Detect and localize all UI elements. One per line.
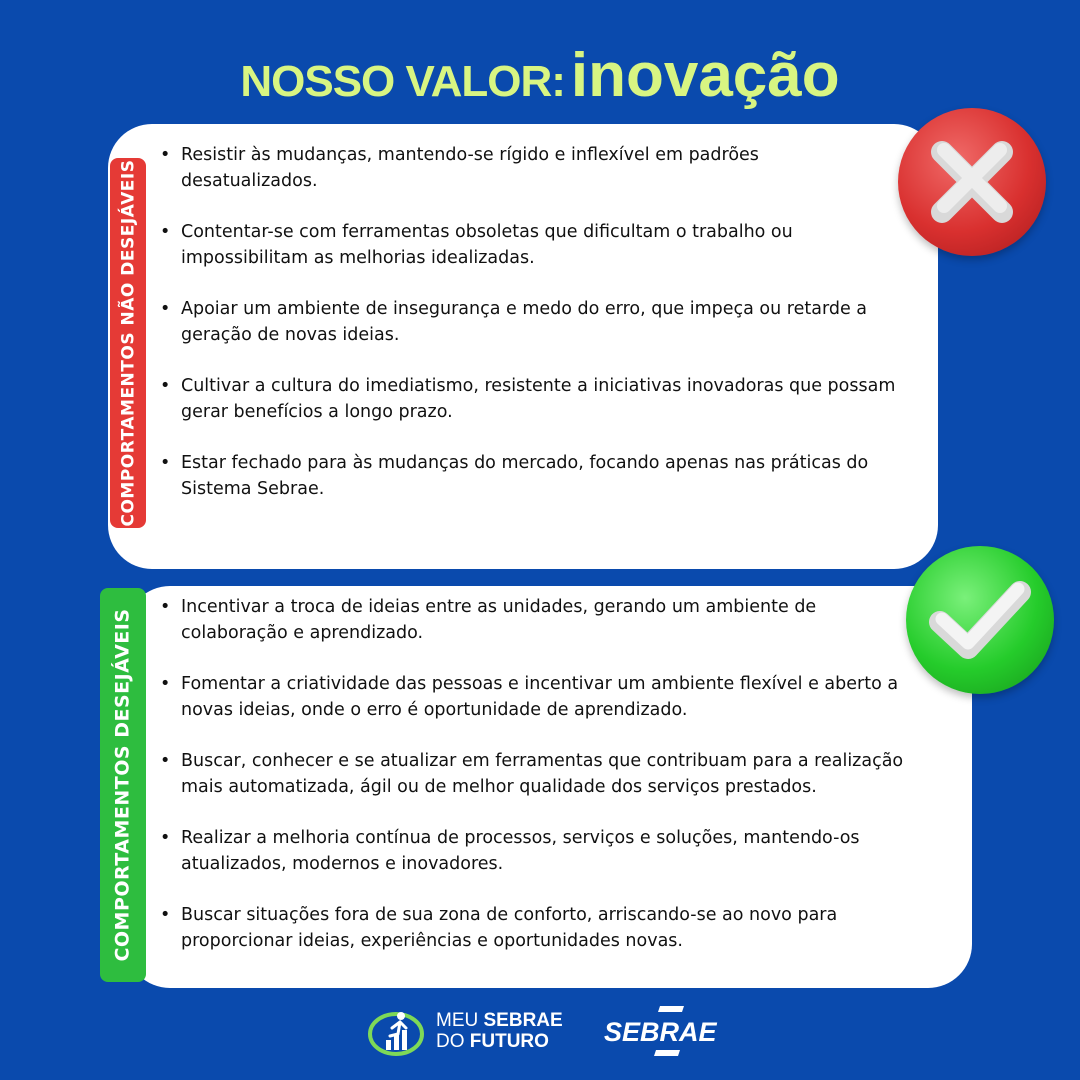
page-title [0,40,1080,111]
undesirable-tab [110,158,146,528]
list-item: • Buscar, conhecer e se atualizar em ferramentas que contribuam para a realização mais automatizada, ágil ou de melhor qualidade dos serviços prestados. [160,748,920,800]
list-item: • Incentivar a troca de ideias entre as unidades, gerando um ambiente de colaboração e aprendizado. [160,594,920,646]
desirable-tab [100,588,146,982]
list-item: • Cultivar a cultura do imediatismo, resistente a iniciativas inovadoras que possam gerar benefícios a longo prazo. [160,373,900,425]
title-word: inovação [570,41,840,110]
sebrae-logo [604,1006,717,1058]
meu-sebrae-do-futuro-logo [368,1006,568,1058]
desirable-list [160,594,920,979]
title-prefix: NOSSO VALOR: [240,57,565,106]
desirable-tab-label: COMPORTAMENTOS DESEJÁVEIS [112,608,134,962]
x-mark-icon [898,108,1046,256]
list-item: • Fomentar a criatividade das pessoas e incentivar um ambiente flexível e aberto a novas ideias, onde o erro é oportunidade de aprendizado. [160,671,920,723]
footer [0,1004,1080,1064]
list-item: • Buscar situações fora de sua zona de conforto, arriscando-se ao novo para proporcionar ideias, experiências e oportunidades novas. [160,902,920,954]
undesirable-list [160,142,900,527]
check-mark-icon [906,546,1054,694]
sebrae-wordmark: SEBRAE [604,1017,717,1047]
runner-logo-icon [368,1006,428,1058]
list-item: • Resistir às mudanças, mantendo-se rígido e inflexível em padrões desatualizados. [160,142,900,194]
list-item: • Contentar-se com ferramentas obsoletas que dificultam o trabalho ou impossibilitam as melhorias idealizadas. [160,219,900,271]
list-item: • Apoiar um ambiente de insegurança e medo do erro, que impeça ou retarde a geração de novas ideias. [160,296,900,348]
meu-sebrae-text: MEU SEBRAE DO FUTURO [436,1010,563,1052]
undesirable-tab-label: COMPORTAMENTOS NÃO DESEJÁVEIS [118,159,139,527]
list-item: • Estar fechado para às mudanças do mercado, focando apenas nas práticas do Sistema Sebrae. [160,450,900,502]
list-item: • Realizar a melhoria contínua de processos, serviços e soluções, mantendo-os atualizados, modernos e inovadores. [160,825,920,877]
